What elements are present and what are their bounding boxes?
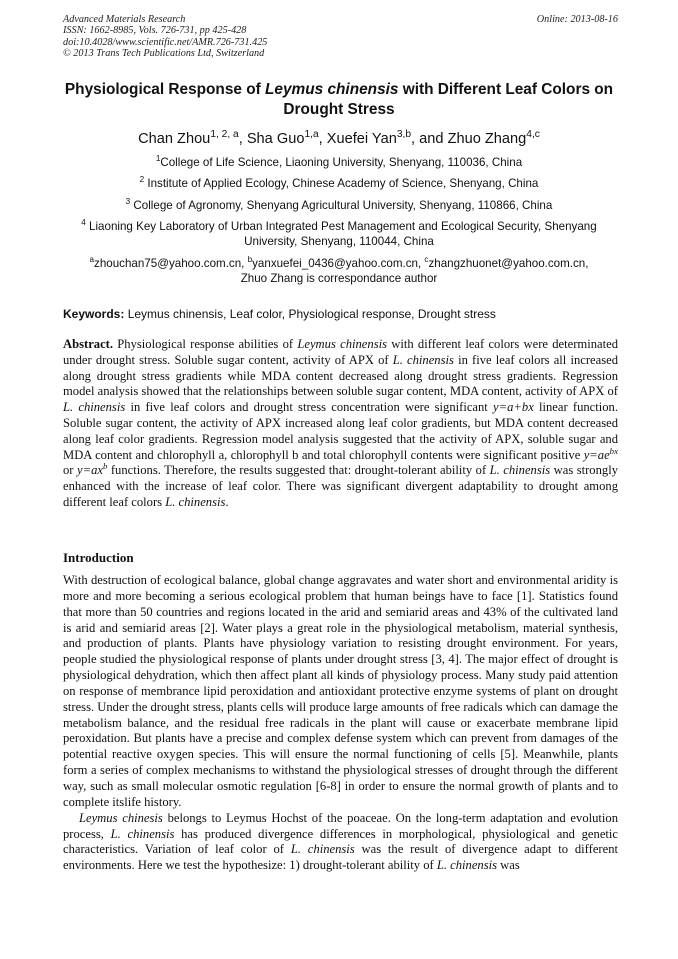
author-sup: 3,b bbox=[396, 129, 412, 141]
keywords-text: Leymus chinensis, Leaf color, Physiological response, Drought stress bbox=[124, 307, 496, 321]
abstract-italic: L. chinensis bbox=[489, 463, 551, 478]
intro-paragraph-1: With destruction of ecological balance, global change aggravates and water short and environmental aridity is more and more becoming a serious ecological problem that human beings have to face [1]. Statistics found that more than 50 countries and regions located in the arid and semiarid areas and 43% of the cultivated land is arid and semiarid areas [2]. Water plays a great role in the physiological metabolism, material synthesis, and production of plants. Plants have physiology variation to resisting drought environment. For years, people studied the physiological response of plants under drought stress [3, 4]. The major effect of drought is physiological dehydration, which then affect plant all kinds of physiology process. Many study paid attention on response of membrance lipid peroxidation and antioxidant protective enzyme systems of plant on drought stress. Under the drought stress, plants cells will produce large amounts of free radicals which can damage the metabolism balance, and the residual free radicals in the plant will cause or exacerbate membrane lipid peroxidation. But plants have a precise and complex defense system which can prevent from damages of the potential reactive oxygen species. This will ensure the normal functioning of cells [5]. Meanwhile, plants form a series of complex mechanisms to withstand the physiological stresses of drought through the different way, such as small molecular osmotic regulation [6-8] in order to ensure the normal growth of plants and to complete itslife history. bbox=[63, 573, 618, 809]
abstract-italic: L. chinensis bbox=[63, 400, 126, 415]
author-sep: , bbox=[238, 131, 247, 147]
abstract-label: Abstract. bbox=[63, 337, 114, 351]
affiliation-text: Institute of Applied Ecology, Chinese Academy of Science, Shenyang, China bbox=[144, 177, 539, 191]
affiliation-text: Liaoning Key Laboratory of Urban Integrated Pest Management and Ecological Security, Shenyang University, Shenyang, 110044, China bbox=[85, 220, 597, 249]
body-italic: Leymus chinesis bbox=[79, 810, 163, 825]
abstract-text: linear function. Soluble sugar content, the activity of APX increased along leaf color gradients, but MDA content decreased along leaf color gradients. Regression model analysis suggested that the activity of APX, soluble sugar and MDA content and chlorophyll a, chlorophyll b and total chlorophyll contents were significant positive bbox=[63, 400, 618, 462]
affiliation-3 bbox=[60, 198, 618, 213]
title-text-1: Physiological Response of bbox=[64, 81, 266, 98]
body-text: was the result of divergence adapt to different environments. Here we test the hypothesize: 1) drought-tolerant ability of bbox=[63, 842, 618, 873]
body-italic: L. chinensis bbox=[436, 858, 498, 873]
body-text: belongs to Leymus Hochst of the poaceae. On the long-term adaptation and evolution process, bbox=[63, 810, 619, 841]
keywords-label: Keywords: bbox=[63, 307, 125, 321]
affiliation-sup: 1 bbox=[155, 154, 161, 164]
author-sup: 1, 2, a bbox=[210, 129, 239, 141]
title-text-2: with Different Leaf Colors on Drought Stress bbox=[283, 81, 614, 118]
affiliation-sup: 4 bbox=[81, 218, 86, 228]
affiliation-text: College of Life Science, Liaoning University, Shenyang, 110036, China bbox=[160, 156, 523, 169]
abstract bbox=[63, 337, 618, 511]
author-sup: 1,a bbox=[304, 129, 319, 141]
journal-header bbox=[63, 14, 618, 60]
copyright-line: © 2013 Trans Tech Publications Ltd, Switzerland bbox=[63, 48, 265, 60]
author-name: Chan Zhou bbox=[138, 131, 211, 147]
intro-paragraph-2 bbox=[63, 811, 618, 874]
abstract-text: or bbox=[63, 463, 77, 478]
affiliation-1 bbox=[60, 155, 618, 170]
author-name: Xuefei Yan bbox=[326, 131, 397, 147]
keywords bbox=[63, 307, 618, 322]
abstract-formula: y=a+bx bbox=[493, 400, 534, 415]
email-link-b[interactable]: yanxuefei_0436@yahoo.com.cn, bbox=[252, 256, 425, 270]
abstract-italic: L. chinensis bbox=[392, 352, 454, 367]
abstract-text: with different leaf colors were determinated under drought stress. Soluble sugar content, activity of APX of bbox=[63, 337, 618, 367]
email-link-c[interactable]: zhangzhuonet@yahoo.com.cn, bbox=[428, 256, 589, 270]
author-sep: , bbox=[318, 131, 327, 147]
author-name: Sha Guo bbox=[246, 131, 305, 147]
section-heading-introduction: Introduction bbox=[63, 550, 134, 565]
affiliation-text: College of Agronomy, Shenyang Agricultural University, Shenyang, 110866, China bbox=[130, 198, 553, 212]
title-species: Leymus chinensis bbox=[265, 81, 399, 98]
author-name: Zhuo Zhang bbox=[447, 131, 527, 147]
abstract-formula-sup: b bbox=[102, 461, 108, 472]
abstract-text: was strongly enhanced with the increase of leaf color. There was significant divergent adaptability to drought among different leaf colors bbox=[63, 463, 618, 509]
abstract-text: functions. Therefore, the results suggested that: drought-tolerant ability of bbox=[107, 463, 490, 478]
abstract-text: in five leaf colors and drought stress concentration were significant bbox=[125, 400, 494, 415]
doi-line: doi:10.4028/www.scientific.net/AMR.726-731.425 bbox=[63, 36, 268, 48]
body-italic: L. chinensis bbox=[290, 842, 355, 857]
abstract-text: Physiological response abilities of bbox=[113, 337, 298, 351]
affiliation-sup: 2 bbox=[139, 175, 145, 185]
email-sup: a bbox=[89, 254, 95, 264]
affiliation-4 bbox=[60, 219, 618, 249]
email-line bbox=[60, 256, 618, 286]
abstract-italic: Leymus chinensis bbox=[297, 337, 387, 351]
affiliation-2 bbox=[60, 176, 618, 191]
abstract-formula-sup: bx bbox=[609, 445, 618, 456]
abstract-formula: y=ae bbox=[583, 447, 610, 462]
issn-line: ISSN: 1662-8985, Vols. 726-731, pp 425-428 bbox=[63, 25, 247, 37]
abstract-formula: y=ax bbox=[76, 463, 103, 478]
affiliation-block bbox=[60, 155, 618, 292]
email-link-a[interactable]: zhouchan75@yahoo.com.cn, bbox=[94, 256, 248, 270]
body-text: has produced divergence differences in morphological, physiological and genetic characteristics. Variation of leaf color of bbox=[63, 826, 618, 857]
introduction-body bbox=[63, 573, 618, 874]
author-sup: 4,c bbox=[526, 129, 540, 141]
journal-name: Advanced Materials Research bbox=[63, 14, 186, 25]
online-date: Online: 2013-08-16 bbox=[536, 14, 618, 25]
author-list bbox=[60, 129, 618, 149]
body-text: was bbox=[497, 858, 520, 873]
author-sep: , and bbox=[411, 131, 448, 147]
email-sup: c bbox=[424, 254, 429, 264]
email-sup: b bbox=[247, 254, 253, 264]
abstract-text: . bbox=[225, 494, 229, 509]
affiliation-sup: 3 bbox=[125, 196, 131, 206]
body-italic: L. chinensis bbox=[110, 826, 175, 841]
abstract-italic: L. chinensis bbox=[165, 494, 226, 509]
paper-title bbox=[60, 80, 618, 120]
correspondence-note: Zhuo Zhang is correspondance author bbox=[240, 271, 438, 285]
abstract-text: in five leaf colors all increased along drought stress gradients while MDA content decreased along drought stress gradients. Regression model analysis showed that the relationships between soluble sugar content, MDA content, activity of APX of bbox=[63, 352, 618, 399]
